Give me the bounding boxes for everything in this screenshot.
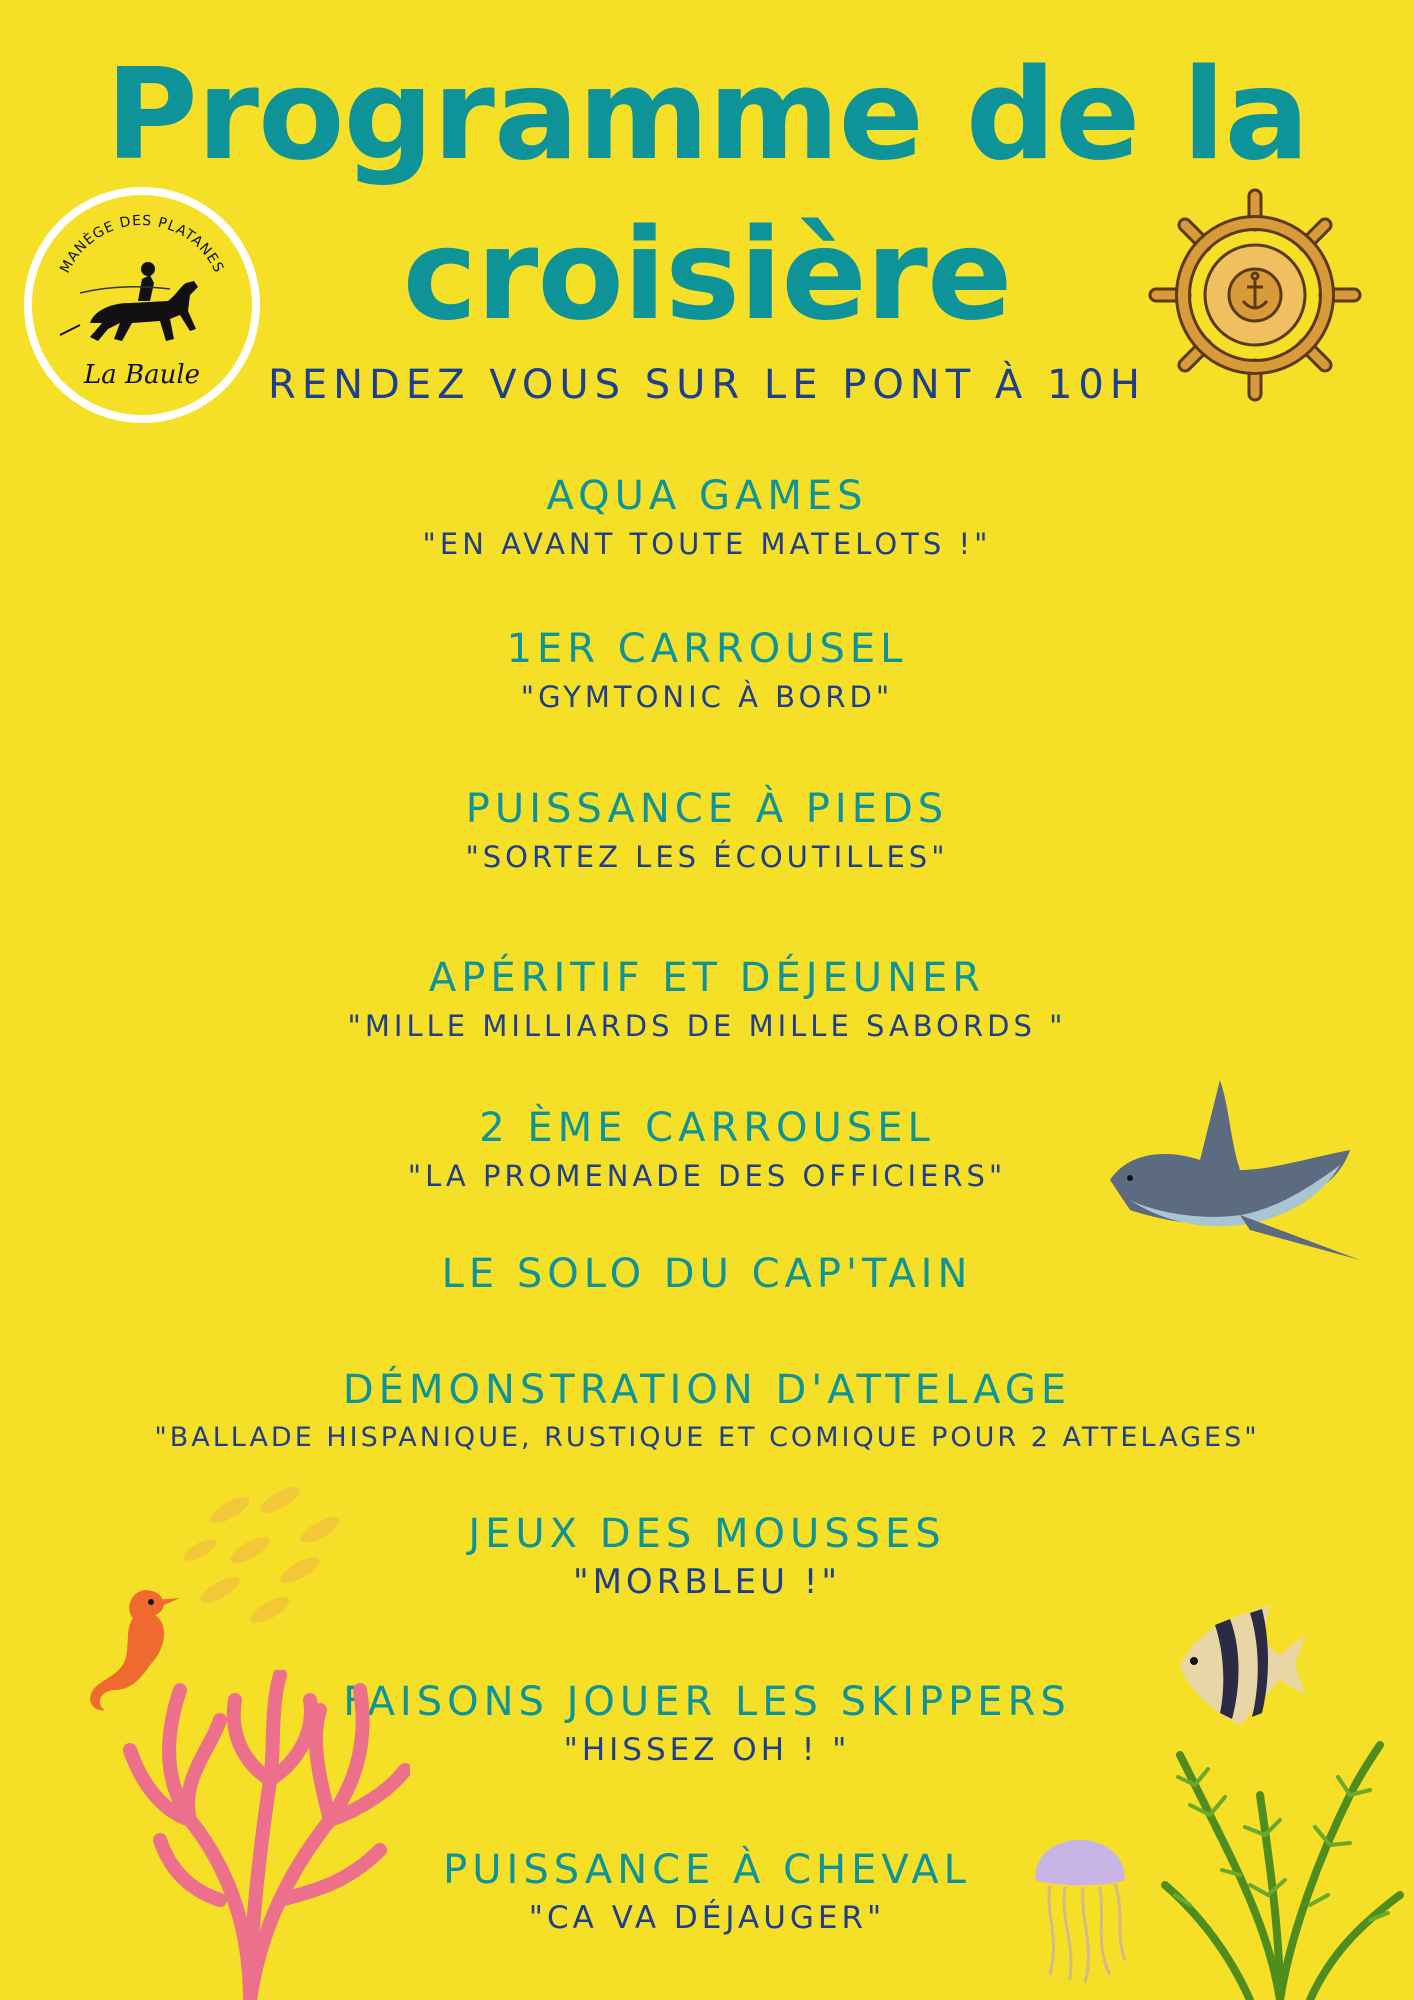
event-name: PUISSANCE À PIEDS [465,786,949,832]
logo-top-text: MANÈGE DES PLATANES [57,212,227,276]
event-name: 2 ÈME CARROUSEL [479,1105,935,1151]
event-name: PUISSANCE À CHEVAL [443,1847,971,1893]
event-name: 1ER CARROUSEL [506,626,908,672]
schedule-item [0,785,1414,877]
event-quote: "GYMTONIC À BORD" [520,680,894,714]
schedule-item [0,625,1414,717]
event-quote: "SORTEZ LES ÉCOUTILLES" [465,840,949,874]
logo-bottom-text: La Baule [83,360,201,390]
event-name: DÉMONSTRATION D'ATTELAGE [342,1367,1072,1413]
schedule-item [0,472,1414,564]
angelfish-icon [1170,1595,1310,1730]
event-quote: "LA PROMENADE DES OFFICIERS" [407,1159,1007,1193]
manta-ray-icon [1100,1070,1370,1260]
coral-icon [120,1670,410,2000]
fish-school-icon [170,1470,370,1650]
schedule-item [0,1366,1414,1458]
event-quote: "MORBLEU !" [572,1562,842,1602]
schedule-item [0,954,1414,1046]
event-name: APÉRITIF ET DÉJEUNER [428,955,986,1001]
poster-title-line-1: Programme de la [105,41,1309,188]
event-quote: "BALLADE HISPANIQUE, RUSTIQUE ET COMIQUE POUR 2 ATTELAGES" [154,1422,1260,1453]
jellyfish-icon [1025,1835,1135,1985]
event-name: JEUX DES MOUSSES [468,1511,946,1557]
event-quote: "EN AVANT TOUTE MATELOTS !" [422,527,992,561]
event-quote: "HISSEZ OH ! " [563,1732,851,1768]
event-quote: "MILLE MILLIARDS DE MILLE SABORDS " [347,1009,1067,1043]
seaweed-icon [1150,1735,1410,2000]
event-name: FAISONS JOUER LES SKIPPERS [343,1679,1071,1725]
event-name: LE SOLO DU CAP'TAIN [441,1251,973,1297]
meeting-time: RENDEZ VOUS SUR LE PONT À 10H [268,362,1146,408]
poster-title-line-2: croisière [402,201,1012,348]
event-name: AQUA GAMES [546,473,868,519]
event-quote: "CA VA DÉJAUGER" [528,1900,886,1936]
